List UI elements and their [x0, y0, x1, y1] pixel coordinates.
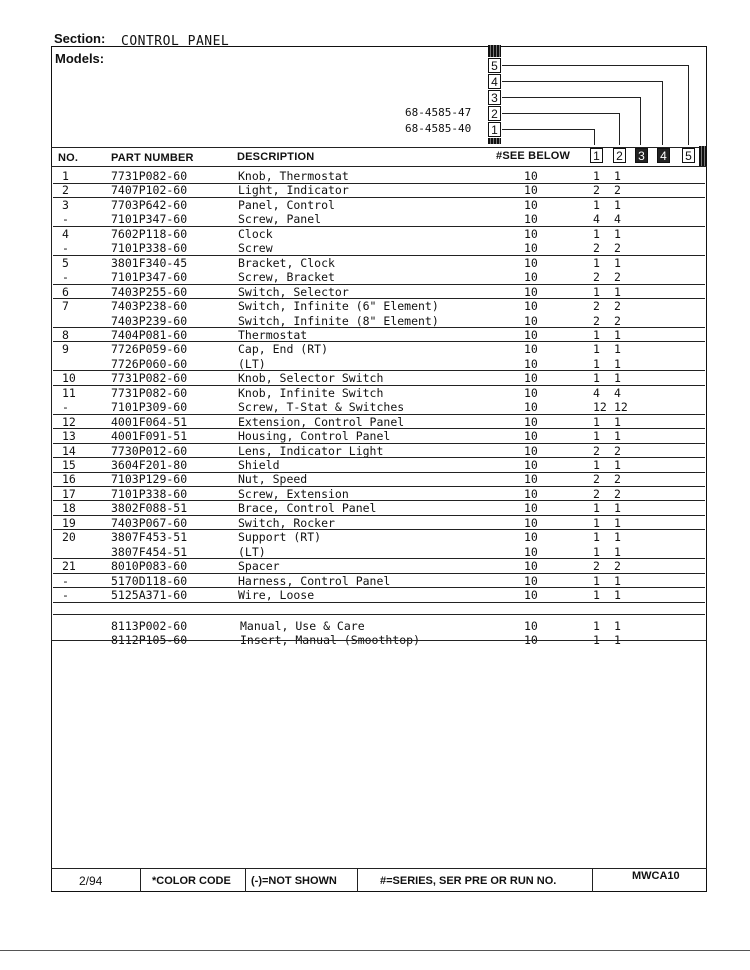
row-see-below: 10 [524, 443, 538, 458]
row-qty-model-2: 1 [614, 197, 621, 212]
footer-divider-2 [245, 868, 246, 892]
row-qty-model-1: 1 [593, 515, 600, 530]
row-description: Brace, Control Panel [238, 501, 377, 516]
row-qty-model-1: 1 [593, 356, 600, 371]
row-description: Cap, End (RT) [238, 342, 329, 357]
header-bottom-rule [51, 166, 707, 167]
row-qty-model-2: 1 [614, 588, 621, 602]
row-part-number: 7726P060-60 [111, 356, 188, 371]
literature-part-number: 8112P105-60 [111, 633, 188, 647]
row-part-number: 7403P239-60 [111, 313, 188, 328]
row-part-number: 7101P338-60 [111, 241, 188, 256]
row-see-below: 10 [524, 255, 538, 270]
row-see-below: 10 [524, 284, 538, 299]
row-qty-model-2: 1 [614, 414, 621, 429]
row-part-number: 3604F201-80 [111, 458, 188, 472]
row-part-number: 7103P129-60 [111, 472, 188, 487]
row-see-below: 10 [524, 226, 538, 241]
row-number: 15 [62, 458, 76, 472]
row-qty-model-2: 1 [614, 573, 621, 588]
row-qty-model-2: 2 [614, 270, 621, 285]
row-number: 19 [62, 515, 76, 530]
row-see-below: 10 [524, 544, 538, 559]
row-part-number: 3807F453-51 [111, 530, 188, 545]
row-qty-model-2: 2 [614, 313, 621, 328]
row-see-below: 10 [524, 197, 538, 212]
row-qty-model-2: 4 [614, 385, 621, 400]
row-qty-model-2: 1 [614, 255, 621, 270]
row-qty-model-1: 2 [593, 313, 600, 328]
row-see-below: 10 [524, 327, 538, 342]
row-description: (LT) [238, 544, 266, 559]
row-qty-model-2: 1 [614, 226, 621, 241]
model-column-head-4: 4 [657, 148, 670, 163]
model-name: 68-4585-40 [405, 122, 472, 135]
row-description: (LT) [238, 356, 266, 371]
row-see-below: 10 [524, 356, 538, 371]
row-part-number: 7403P255-60 [111, 284, 188, 299]
literature-description: Manual, Use & Care [240, 618, 365, 633]
row-qty-model-2: 2 [614, 443, 621, 458]
row-description: Knob, Infinite Switch [238, 385, 384, 400]
row-separator [53, 602, 705, 603]
row-see-below: 10 [524, 559, 538, 574]
model-leader-horizontal [502, 97, 640, 98]
model-column-stripe [699, 146, 707, 166]
page-bottom-rule [0, 950, 750, 951]
row-description: Knob, Selector Switch [238, 371, 384, 386]
literature-part-number: 8113P002-60 [111, 618, 188, 633]
row-part-number: 7730P012-60 [111, 443, 188, 458]
row-see-below: 10 [524, 573, 538, 588]
row-part-number: 3801F340-45 [111, 255, 188, 270]
row-qty-model-1: 12 [593, 400, 607, 415]
column-header-see-below: #SEE BELOW [496, 150, 571, 162]
row-part-number: 7407P102-60 [111, 183, 188, 198]
footer-color-code: *COLOR CODE [152, 875, 231, 887]
row-qty-model-2: 1 [614, 327, 621, 342]
footer-not-shown: (-)=NOT SHOWN [251, 875, 337, 887]
row-number: - [62, 212, 69, 227]
row-number: - [62, 241, 69, 256]
model-box-4: 4 [488, 74, 501, 89]
row-number: 12 [62, 414, 76, 429]
row-part-number: 7726P059-60 [111, 342, 188, 357]
row-part-number: 7101P347-60 [111, 270, 188, 285]
row-qty-model-2: 2 [614, 299, 621, 313]
row-number: 21 [62, 559, 76, 574]
model-column-head-3: 3 [635, 148, 648, 163]
models-label: Models: [55, 51, 105, 66]
header-top-rule [51, 147, 707, 148]
row-see-below: 10 [524, 400, 538, 415]
row-part-number: 7404P081-60 [111, 327, 188, 342]
row-see-below: 10 [524, 429, 538, 444]
row-see-below: 10 [524, 530, 538, 545]
row-qty-model-2: 2 [614, 486, 621, 501]
row-see-below: 10 [524, 371, 538, 386]
row-part-number: 7731P082-60 [111, 385, 188, 400]
row-number: 8 [62, 327, 69, 342]
row-qty-model-2: 1 [614, 371, 621, 386]
row-description: Shield [238, 458, 280, 472]
model-leader-horizontal [502, 65, 688, 66]
row-description: Support (RT) [238, 530, 322, 545]
row-qty-model-1: 4 [593, 212, 600, 227]
row-number: 13 [62, 429, 76, 444]
row-qty-model-2: 1 [614, 458, 621, 472]
row-qty-model-2: 1 [614, 169, 621, 183]
literature-separator [53, 614, 705, 615]
model-column-head-2: 2 [613, 148, 626, 163]
row-qty-model-1: 1 [593, 169, 600, 183]
row-see-below: 10 [524, 472, 538, 487]
row-qty-model-1: 1 [593, 371, 600, 386]
model-leader-horizontal [502, 129, 594, 130]
model-box-5: 5 [488, 58, 501, 73]
row-description: Screw, Panel [238, 212, 322, 227]
row-qty-model-1: 1 [593, 327, 600, 342]
row-qty-model-1: 1 [593, 429, 600, 444]
row-description: Bracket, Clock [238, 255, 335, 270]
row-number: 1 [62, 169, 69, 183]
row-part-number: 5170D118-60 [111, 573, 188, 588]
literature-see-below: 10 [524, 633, 538, 647]
row-number: 6 [62, 284, 69, 299]
row-number: 5 [62, 255, 69, 270]
row-number: 7 [62, 299, 69, 313]
row-number: 18 [62, 501, 76, 516]
row-qty-model-1: 2 [593, 299, 600, 313]
row-qty-model-1: 1 [593, 588, 600, 602]
row-number: 10 [62, 371, 76, 386]
no-column-edge [51, 166, 52, 640]
row-number: - [62, 400, 69, 415]
row-number: 16 [62, 472, 76, 487]
row-qty-model-2: 2 [614, 183, 621, 198]
literature-see-below: 10 [524, 618, 538, 633]
model-leader-horizontal [502, 81, 662, 82]
row-number: - [62, 588, 69, 602]
row-see-below: 10 [524, 385, 538, 400]
row-see-below: 10 [524, 270, 538, 285]
row-part-number: 7101P309-60 [111, 400, 188, 415]
row-qty-model-2: 1 [614, 515, 621, 530]
row-description: Harness, Control Panel [238, 573, 391, 588]
row-qty-model-1: 4 [593, 385, 600, 400]
row-see-below: 10 [524, 299, 538, 313]
row-qty-model-1: 1 [593, 573, 600, 588]
model-box-2: 2 [488, 106, 501, 121]
row-description: Lens, Indicator Light [238, 443, 384, 458]
row-qty-model-1: 2 [593, 241, 600, 256]
row-part-number: 8010P083-60 [111, 559, 188, 574]
row-description: Housing, Control Panel [238, 429, 391, 444]
row-part-number: 7703P642-60 [111, 197, 188, 212]
row-qty-model-1: 1 [593, 414, 600, 429]
row-qty-model-2: 2 [614, 559, 621, 574]
row-qty-model-2: 2 [614, 241, 621, 256]
row-qty-model-1: 2 [593, 472, 600, 487]
row-number: 14 [62, 443, 76, 458]
row-description: Spacer [238, 559, 280, 574]
row-qty-model-2: 4 [614, 212, 621, 227]
row-qty-model-2: 1 [614, 544, 621, 559]
row-qty-model-2: 1 [614, 501, 621, 516]
row-see-below: 10 [524, 414, 538, 429]
row-description: Light, Indicator [238, 183, 349, 198]
row-see-below: 10 [524, 342, 538, 357]
literature-qty-model-2: 1 [614, 633, 621, 647]
model-box-3: 3 [488, 90, 501, 105]
row-number: 9 [62, 342, 69, 357]
footer-date: 2/94 [79, 874, 103, 888]
row-qty-model-1: 2 [593, 270, 600, 285]
footer-top-rule [51, 868, 707, 869]
row-qty-model-1: 1 [593, 544, 600, 559]
row-part-number: 5125A371-60 [111, 588, 188, 602]
row-part-number: 7602P118-60 [111, 226, 188, 241]
row-part-number: 7101P347-60 [111, 212, 188, 227]
row-part-number: 7731P082-60 [111, 169, 188, 183]
row-description: Screw [238, 241, 273, 256]
row-qty-model-2: 1 [614, 530, 621, 545]
row-qty-model-2: 1 [614, 284, 621, 299]
model-column-head-5: 5 [682, 148, 695, 163]
model-box-1: 1 [488, 122, 501, 137]
row-description: Knob, Thermostat [238, 169, 349, 183]
row-part-number: 7403P067-60 [111, 515, 188, 530]
model-name: 68-4585-47 [405, 106, 472, 119]
row-qty-model-2: 12 [614, 400, 628, 415]
row-see-below: 10 [524, 212, 538, 227]
row-number: 20 [62, 530, 76, 545]
row-description: Screw, T-Stat & Switches [238, 400, 405, 415]
row-qty-model-1: 1 [593, 458, 600, 472]
model-leader-vertical [619, 113, 620, 145]
row-part-number: 4001F091-51 [111, 429, 188, 444]
model-leader-vertical [640, 97, 641, 145]
model-leader-vertical [688, 65, 689, 145]
row-qty-model-2: 2 [614, 472, 621, 487]
row-see-below: 10 [524, 588, 538, 602]
row-part-number: 7403P238-60 [111, 299, 188, 313]
row-description: Screw, Extension [238, 486, 349, 501]
column-header-no: NO. [58, 152, 79, 164]
row-description: Clock [238, 226, 273, 241]
row-description: Thermostat [238, 327, 308, 342]
model-box-stripe-bottom [488, 138, 501, 144]
column-header-part-number: PART NUMBER [111, 152, 194, 164]
model-column-head-1: 1 [590, 148, 603, 163]
footer-doc-code: MWCA10 [632, 870, 680, 882]
row-qty-model-2: 1 [614, 356, 621, 371]
row-qty-model-1: 2 [593, 183, 600, 198]
row-see-below: 10 [524, 169, 538, 183]
row-description: Switch, Selector [238, 284, 349, 299]
row-description: Panel, Control [238, 197, 335, 212]
model-leader-vertical [594, 129, 595, 145]
row-number: 4 [62, 226, 69, 241]
row-number: 11 [62, 385, 76, 400]
row-see-below: 10 [524, 501, 538, 516]
row-qty-model-1: 1 [593, 501, 600, 516]
row-qty-model-1: 1 [593, 226, 600, 241]
row-description: Screw, Bracket [238, 270, 335, 285]
row-qty-model-1: 1 [593, 255, 600, 270]
row-number: 3 [62, 197, 69, 212]
section-value: CONTROL PANEL [121, 34, 230, 49]
row-see-below: 10 [524, 458, 538, 472]
literature-qty-model-1: 1 [593, 618, 600, 633]
table-bottom-rule [51, 640, 707, 641]
row-qty-model-1: 1 [593, 342, 600, 357]
row-description: Wire, Loose [238, 588, 315, 602]
row-qty-model-2: 1 [614, 429, 621, 444]
row-part-number: 7101P338-60 [111, 486, 188, 501]
row-part-number: 3802F088-51 [111, 501, 188, 516]
column-header-description: DESCRIPTION [237, 151, 315, 163]
row-description: Switch, Rocker [238, 515, 335, 530]
row-number: - [62, 270, 69, 285]
section-label: Section: [54, 31, 106, 46]
row-see-below: 10 [524, 241, 538, 256]
model-leader-horizontal [502, 113, 619, 114]
row-part-number: 4001F064-51 [111, 414, 188, 429]
footer-divider-3 [357, 868, 358, 892]
model-leader-vertical [662, 81, 663, 145]
row-qty-model-1: 2 [593, 443, 600, 458]
footer-divider-4 [592, 868, 593, 892]
row-description: Nut, Speed [238, 472, 308, 487]
row-part-number: 3807F454-51 [111, 544, 188, 559]
literature-description: Insert, Manual (Smoothtop) [240, 633, 421, 647]
row-description: Switch, Infinite (8" Element) [238, 313, 439, 328]
row-qty-model-1: 2 [593, 486, 600, 501]
model-box-stripe-top [488, 45, 501, 57]
row-qty-model-1: 1 [593, 530, 600, 545]
literature-qty-model-2: 1 [614, 618, 621, 633]
row-see-below: 10 [524, 313, 538, 328]
row-qty-model-1: 2 [593, 559, 600, 574]
row-see-below: 10 [524, 486, 538, 501]
row-description: Extension, Control Panel [238, 414, 405, 429]
footer-divider-1 [140, 868, 141, 892]
row-qty-model-1: 1 [593, 197, 600, 212]
row-number: 2 [62, 183, 69, 198]
row-qty-model-2: 1 [614, 342, 621, 357]
row-see-below: 10 [524, 183, 538, 198]
row-description: Switch, Infinite (6" Element) [238, 299, 439, 313]
row-qty-model-1: 1 [593, 284, 600, 299]
row-see-below: 10 [524, 515, 538, 530]
row-number: - [62, 573, 69, 588]
footer-series-note: #=SERIES, SER PRE OR RUN NO. [380, 875, 557, 887]
literature-qty-model-1: 1 [593, 633, 600, 647]
row-number: 17 [62, 486, 76, 501]
row-part-number: 7731P082-60 [111, 371, 188, 386]
